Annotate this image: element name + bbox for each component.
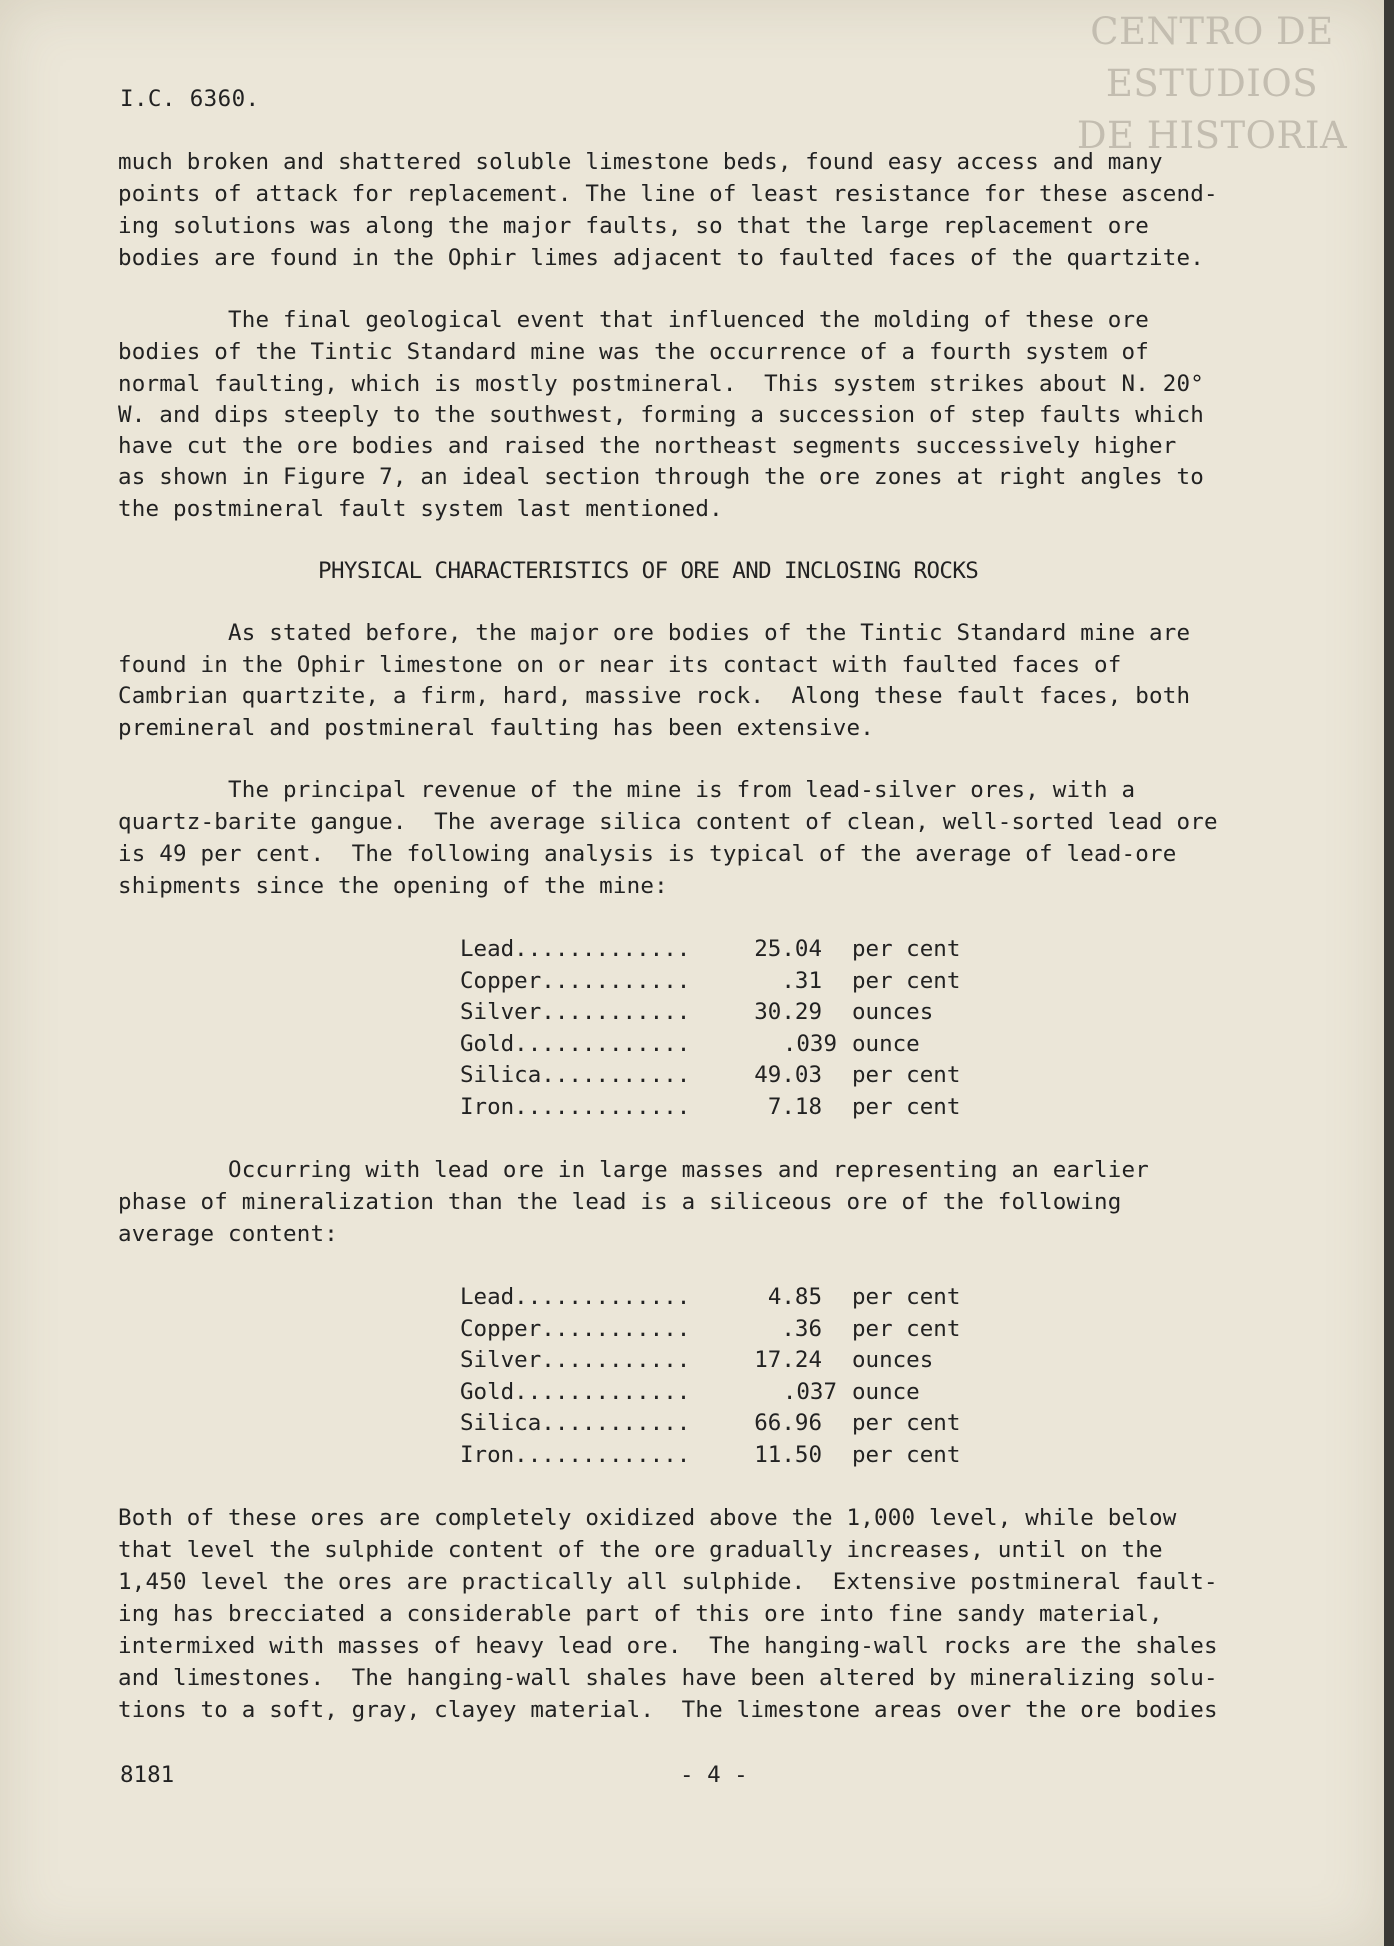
assay-label: Silver........... — [460, 1347, 691, 1373]
text-line: quartz-barite gangue. The average silica content of clean, well-sorted lead ore — [118, 809, 1218, 835]
text-line: intermixed with masses of heavy lead ore. The hanging-wall rocks are the shales — [118, 1633, 1218, 1659]
assay-unit: per cent — [852, 1094, 961, 1120]
text-line: normal faulting, which is mostly postmineral. This system strikes about N. 20° — [118, 371, 1204, 397]
assay-value: 30.29 — [754, 999, 822, 1025]
watermark-line: ESTUDIOS — [1105, 62, 1319, 105]
assay-label: Copper........... — [460, 1316, 691, 1342]
text-line: phase of mineralization than the lead is a siliceous ore of the following — [118, 1189, 1122, 1215]
assay-label: Iron............. — [460, 1442, 691, 1468]
text-line: much broken and shattered soluble limestone beds, found easy access and many — [118, 149, 1163, 175]
text-line: W. and dips steeply to the southwest, forming a succession of step faults which — [118, 402, 1204, 428]
assay-unit: ounces — [852, 1347, 934, 1373]
text-line: bodies of the Tintic Standard mine was the occurrence of a fourth system of — [118, 339, 1149, 365]
assay-label: Silica........... — [460, 1062, 691, 1088]
text-line: have cut the ore bodies and raised the northeast segments successively higher — [118, 433, 1177, 459]
text-line: is 49 per cent. The following analysis is typical of the average of lead-ore — [118, 841, 1177, 867]
assay-unit: per cent — [852, 1062, 961, 1088]
assay-value: 4.85 — [767, 1284, 822, 1310]
text-line: Occurring with lead ore in large masses and representing an earlier — [118, 1157, 1149, 1183]
assay-label: Lead............. — [460, 936, 691, 962]
assay-unit: per cent — [852, 968, 961, 994]
text-line: premineral and postmineral faulting has been extensive. — [118, 715, 875, 741]
text-line: Both of these ores are completely oxidized above the 1,000 level, while below — [118, 1505, 1177, 1531]
assay-value: .037 — [782, 1379, 837, 1405]
assay-unit: per cent — [852, 1284, 961, 1310]
watermark-line: CENTRO DE — [1090, 10, 1334, 53]
page-number: - 4 - — [680, 1762, 748, 1788]
text-line: and limestones. The hanging-wall shales have been altered by mineralizing solu- — [118, 1665, 1218, 1691]
text-line: that level the sulphide content of the ore gradually increases, until on the — [118, 1537, 1163, 1563]
text-line: ing has brecciated a considerable part of this ore into fine sandy material, — [118, 1601, 1163, 1627]
assay-value: .039 — [782, 1031, 837, 1057]
text-line: points of attack for replacement. The line of least resistance for these ascend- — [118, 181, 1218, 207]
text-line: average content: — [118, 1221, 338, 1247]
assay-value: .31 — [781, 968, 822, 994]
assay-unit: per cent — [852, 1410, 961, 1436]
text-line: As stated before, the major ore bodies of the Tintic Standard mine are — [118, 620, 1191, 646]
text-line: found in the Ophir limestone on or near its contact with faulted faces of — [118, 652, 1122, 678]
text-line: The principal revenue of the mine is from lead-silver ores, with a — [118, 777, 1136, 803]
report-id: I.C. 6360. — [120, 86, 260, 112]
text-line: bodies are found in the Ophir limes adjacent to faulted faces of the quartzite. — [118, 245, 1204, 271]
assay-unit: ounces — [852, 999, 934, 1025]
text-line: the postmineral fault system last mentioned. — [118, 496, 723, 522]
assay-unit: per cent — [852, 1442, 961, 1468]
assay-value: 25.04 — [754, 936, 822, 962]
assay-unit: ounce — [852, 1031, 920, 1057]
assay-value: 7.18 — [767, 1094, 822, 1120]
assay-value: 49.03 — [754, 1062, 822, 1088]
assay-label: Gold............. — [460, 1379, 691, 1405]
assay-unit: per cent — [852, 1316, 961, 1342]
text-line: The final geological event that influenced the molding of these ore — [118, 307, 1149, 333]
assay-value: 66.96 — [754, 1410, 822, 1436]
section-heading: PHYSICAL CHARACTERISTICS OF ORE AND INCLOSING ROCKS — [318, 558, 979, 584]
text-line: 1,450 level the ores are practically all sulphide. Extensive postmineral fault- — [118, 1569, 1218, 1595]
text-line: Cambrian quartzite, a firm, hard, massive rock. Along these fault faces, both — [118, 683, 1191, 709]
assay-label: Lead............. — [460, 1284, 691, 1310]
text-line: shipments since the opening of the mine: — [118, 873, 668, 899]
assay-value: .36 — [781, 1316, 822, 1342]
document-number: 8181 — [120, 1762, 175, 1788]
archive-watermark — [1062, 6, 1362, 162]
assay-label: Silica........... — [460, 1410, 691, 1436]
assay-value: 11.50 — [754, 1442, 822, 1468]
text-line: as shown in Figure 7, an ideal section through the ore zones at right angles to — [118, 464, 1204, 490]
assay-label: Copper........... — [460, 968, 691, 994]
watermark-line: DE HISTORIA — [1076, 114, 1348, 157]
assay-label: Gold............. — [460, 1031, 691, 1057]
assay-unit: per cent — [852, 936, 961, 962]
assay-label: Iron............. — [460, 1094, 691, 1120]
assay-value: 17.24 — [754, 1347, 822, 1373]
text-line: tions to a soft, gray, clayey material. The limestone areas over the ore bodies — [118, 1697, 1218, 1723]
assay-unit: ounce — [852, 1379, 920, 1405]
text-line: ing solutions was along the major faults, so that the large replacement ore — [118, 213, 1149, 239]
assay-label: Silver........... — [460, 999, 691, 1025]
